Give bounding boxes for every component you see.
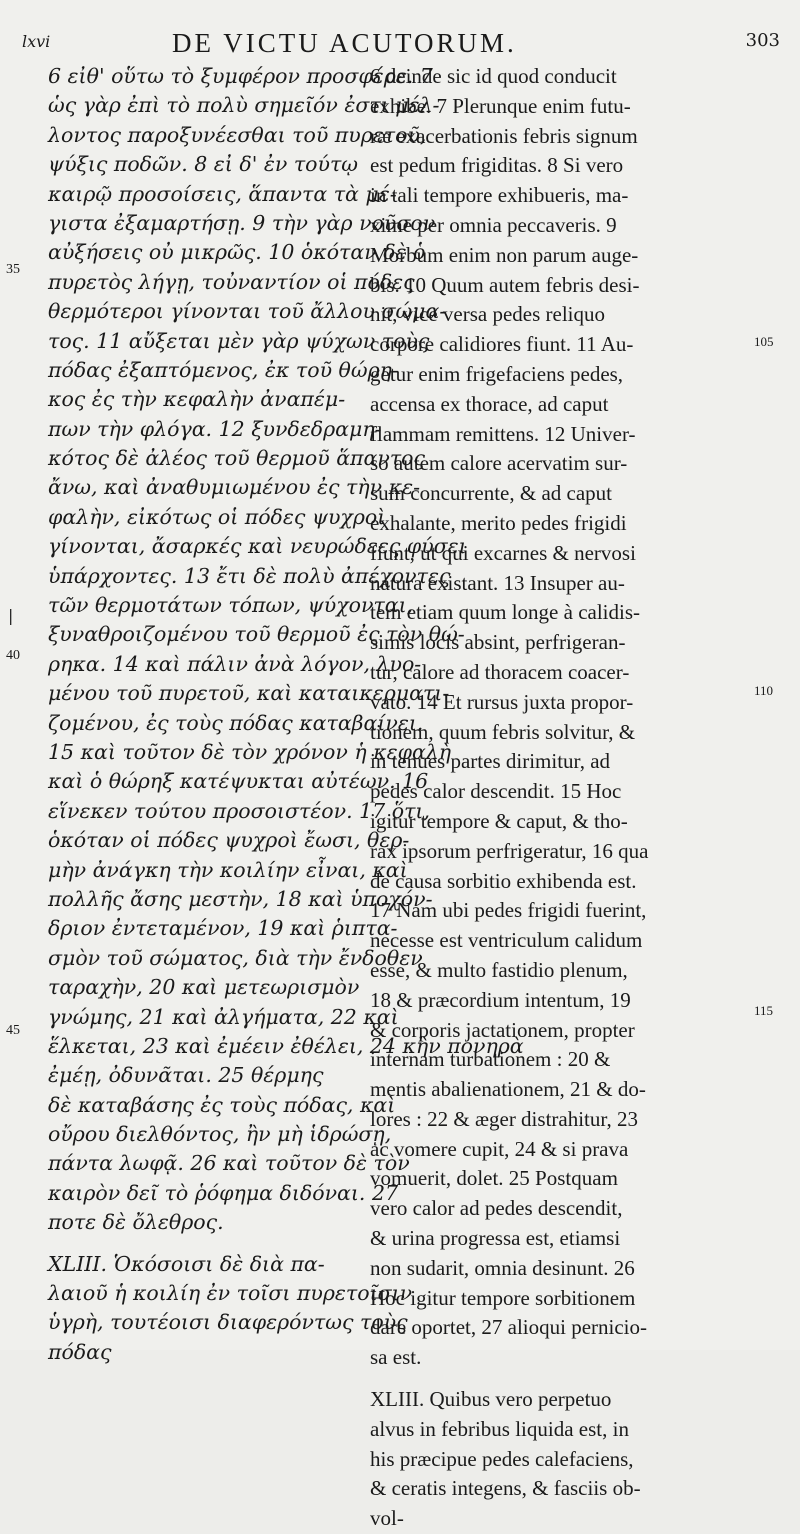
latin-text-line: exhalante, merito pedes frigidi: [370, 510, 627, 535]
greek-text-line: γιστα ἐξαμαρτήσῃ. 9 τὴν γὰρ νοῦσον: [48, 210, 436, 235]
greek-text-line: πολλῆς ἄσης μεστὴν, 18 καὶ ὑποχόν-: [48, 886, 433, 911]
latin-text-line: [370, 1373, 750, 1385]
greek-text-line: καιρὸν δεῖ τὸ ῥόφημα διδόναι. 27: [48, 1180, 399, 1205]
greek-text-line: θερμότεροι γίνονται τοῦ ἄλλου σώμα-: [48, 299, 447, 324]
greek-text-line: πόδας ἐξαπτόμενος, ἐκ τοῦ θώρη-: [48, 357, 399, 382]
latin-text-line: & corporis jactationem, propter: [370, 1017, 635, 1042]
latin-text-line: internam turbationem : 20 &: [370, 1047, 611, 1072]
greek-text-line: γίνονται, ἄσαρκές καὶ νευρώδεες φύσει: [48, 534, 467, 559]
greek-text-line: κότος δὲ ἀλέος τοῦ θερμοῦ ἅπαντος: [48, 446, 425, 471]
running-header: [22, 28, 782, 62]
greek-text-line: XLIII. Ὁκόσοισι δὲ διὰ πα-: [48, 1251, 325, 1276]
greek-text-line: πάντα λωφᾷ. 26 καὶ τοῦτον δὲ τὸν: [48, 1151, 410, 1176]
latin-text-line: rax ipsorum perfrigeratur, 16 qua: [370, 838, 649, 863]
greek-text-line: εἵνεκεν τούτου προσοιστέον. 17 ὅτι,: [48, 798, 430, 823]
latin-text-line: 17 Nam ubi pedes frigidi fuerint,: [370, 898, 647, 923]
latin-text-line: bis. 10 Quum autem febris desi-: [370, 272, 640, 297]
greek-text-line: ποτε δὲ ὄλεθρος.: [48, 1210, 224, 1235]
greek-text-line: μὴν ἀνάγκη τὴν κοιλίην εἶναι, καὶ: [48, 857, 408, 882]
latin-text-line: 6 deinde sic id quod conducit: [370, 64, 617, 88]
greek-text-line: ὑπάρχοντες. 13 ἔτι δὲ πολὺ ἀπέχοντες: [48, 563, 451, 588]
greek-text-line: τος. 11 αὔξεται μὲν γὰρ ψύχων τοὺς: [48, 328, 430, 353]
latin-text-line: Hoc igitur tempore sorbitionem: [370, 1285, 636, 1310]
latin-text-line: xime per omnia peccaveris. 9: [370, 212, 617, 237]
greek-text-line: ἄνω, καὶ ἀναθυμιωμένου ἐς τὴν κε-: [48, 475, 421, 500]
latin-text-line: vol-: [370, 1506, 404, 1531]
greek-text-line: σμὸν τοῦ σώματος, διὰ τὴν ἔνδοθεν: [48, 945, 423, 970]
margin-line-number: 115: [754, 1003, 774, 1018]
latin-text-line: dare oportet, 27 alioqui pernicio-: [370, 1315, 647, 1340]
latin-text-line: 18 & præcordium intentum, 19: [370, 987, 631, 1012]
greek-text-line: καὶ ὁ θώρηξ κατέψυκται αὐτέων. 16: [48, 769, 429, 794]
running-title: DE VICTU ACUTORUM.: [172, 28, 517, 58]
greek-text-line: ξυναθροιζομένου τοῦ θερμοῦ ἐς τὸν θώ-: [48, 622, 465, 647]
greek-text-line: λαιοῦ ἡ κοιλίη ἐν τοῖσι πυρετοῖσιν: [48, 1281, 413, 1306]
greek-text-line: τῶν θερμοτάτων τόπων, ψύχονται,: [48, 593, 414, 618]
margin-line-number: 40: [6, 648, 20, 663]
latin-text-line: vomuerit, dolet. 25 Postquam: [370, 1166, 618, 1191]
latin-text-line: so autem calore acervatim sur-: [370, 451, 628, 476]
greek-text-line: λοντος παροξυνέεσθαι τοῦ πυρετοῦ,: [48, 122, 427, 147]
latin-text-line: est pedum frigiditas. 8 Si vero: [370, 153, 624, 178]
latin-text-line: tionem, quum febris solvitur, &: [370, 719, 636, 744]
greek-text-line: ἕλκεται, 23 καὶ ἐμέειν ἐθέλει, 24 κἢν πονηρὰ: [48, 1033, 524, 1058]
latin-text-line: his præcipue pedes calefaciens,: [370, 1446, 634, 1471]
latin-text-line: & ceratis integens, & fasciis ob-: [370, 1476, 641, 1501]
greek-text-line: ὡς γὰρ ἐπὶ τὸ πολὺ σημεῖόν ἐστι μέλ-: [48, 93, 440, 118]
latin-text-line: Morbum enim non parum auge-: [370, 242, 639, 267]
greek-text-line: ψύξις ποδῶν. 8 εἰ δ' ἐν τούτῳ: [48, 152, 359, 177]
margin-line-number: 105: [754, 334, 774, 349]
greek-text-line: 15 καὶ τοῦτον δὲ τὸν χρόνον ἡ κεφαλὴ: [48, 739, 452, 764]
greek-text-line: ζομένου, ἐς τοὺς πόδας καταβαίνει.: [48, 710, 424, 735]
latin-text-line: necesse est ventriculum calidum: [370, 928, 643, 953]
greek-text-line: ἐμέῃ, ὀδυνᾶται. 25 θέρμης: [48, 1063, 324, 1088]
latin-text-line: getur enim frigefaciens pedes,: [370, 361, 624, 386]
latin-text-column: [370, 62, 750, 1534]
greek-text-line: καιρῷ προσοίσεις, ἅπαντα τὰ μέ-: [48, 181, 397, 206]
page-number: 303: [745, 30, 780, 51]
latin-text-line: mentis abalienationem, 21 & do-: [370, 1077, 646, 1102]
latin-text-line: exhibe. 7 Plerunque enim futu-: [370, 93, 631, 118]
latin-text-line: igitur tempore & caput, & tho-: [370, 808, 628, 833]
latin-text-line: alvus in febribus liquida est, in: [370, 1416, 629, 1441]
greek-text-line: αὐξήσεις οὐ μικρῶς. 10 ὁκόταν δὲ ὁ: [48, 240, 426, 265]
page-signature: lxvi: [22, 32, 51, 51]
greek-text-line: οὔρου διελθόντος, ἢν μὴ ἱδρώσῃ,: [48, 1122, 392, 1147]
latin-text-line: pedes calor descendit. 15 Hoc: [370, 779, 622, 804]
latin-text-line: de causa sorbitio exhibenda est.: [370, 868, 637, 893]
latin-text-line: sum concurrente, & ad caput: [370, 481, 612, 506]
latin-text-line: vero calor ad pedes descendit,: [370, 1196, 623, 1221]
greek-text-line: κος ἐς τὴν κεφαλὴν ἀναπέμ-: [48, 387, 346, 412]
greek-text-line: μένου τοῦ πυρετοῦ, καὶ καταικερματι-: [48, 681, 450, 706]
greek-text-line: δριον ἐντεταμένον, 19 καὶ ῥιπτα-: [48, 916, 398, 941]
margin-line-number: 110: [754, 683, 774, 698]
latin-text-line: non sudarit, omnia desinunt. 26: [370, 1255, 635, 1280]
latin-text-line: nit, vice versa pedes reliquo: [370, 302, 605, 327]
latin-text-line: vato. 14 Et rursus juxta propor-: [370, 689, 634, 714]
greek-text-line: πων τὴν φλόγα. 12 ξυνδεδραμη-: [48, 416, 382, 441]
greek-text-line: ὁκόταν οἱ πόδες ψυχροὶ ἔωσι, θερ-: [48, 828, 410, 853]
latin-text-line: corpore calidiores fiunt. 11 Au-: [370, 332, 634, 357]
latin-text-line: fiunt, ut qui excarnes & nervosi: [370, 540, 636, 565]
latin-text-line: accensa ex thorace, ad caput: [370, 391, 609, 416]
greek-text-line: [48, 1238, 353, 1250]
latin-text-line: in tali tempore exhibueris, ma-: [370, 183, 629, 208]
latin-text-line: lores : 22 & æger distrahitur, 23: [370, 1106, 639, 1131]
latin-text-line: ræ exacerbationis febris signum: [370, 123, 638, 148]
greek-text-line: δὲ καταβάσης ἐς τοὺς πόδας, καὶ: [48, 1092, 396, 1117]
greek-text-line: φαλὴν, εἰκότως οἱ πόδες ψυχροὶ: [48, 504, 386, 529]
greek-text-line: ταραχὴν, 20 καὶ μετεωρισμὸν: [48, 975, 360, 1000]
greek-text-line: 6 εἰθ' οὕτω τὸ ξυμφέρον προσφέρε. 7: [48, 64, 433, 88]
latin-text-line: tur, calore ad thoracem coacer-: [370, 659, 630, 684]
latin-text-line: tem etiam quum longe à calidis-: [370, 600, 641, 625]
greek-text-line: ρηκα. 14 καὶ πάλιν ἀνὰ λόγον, λυο-: [48, 651, 422, 676]
greek-text-line: γνώμης, 21 καὶ ἀλγήματα, 22 καὶ: [48, 1004, 399, 1029]
margin-line-number: 35: [6, 262, 20, 277]
latin-text-line: natura existant. 13 Insuper au-: [370, 570, 625, 595]
latin-text-line: ac vomere cupit, 24 & si prava: [370, 1136, 629, 1161]
latin-text-line: simis locis absint, perfrigeran-: [370, 630, 626, 655]
margin-line-number: 45: [6, 1023, 20, 1038]
latin-text-line: in tenues partes dirimitur, ad: [370, 749, 611, 774]
latin-text-line: sa est.: [370, 1345, 422, 1370]
latin-text-line: & urina progressa est, etiamsi: [370, 1226, 621, 1251]
latin-text-line: flammam remittens. 12 Univer-: [370, 421, 636, 446]
margin-mark: |: [8, 606, 14, 625]
greek-text-line: πόδας: [48, 1339, 112, 1364]
greek-text-line: πυρετὸς λήγῃ, τοὐναντίον οἱ πόδες: [48, 269, 415, 294]
greek-text-line: ὑγρὴ, τουτέοισι διαφερόντως τοὺς: [48, 1310, 408, 1335]
latin-text-line: XLIII. Quibus vero perpetuo: [370, 1387, 612, 1412]
latin-text-line: esse, & multo fastidio plenum,: [370, 957, 628, 982]
